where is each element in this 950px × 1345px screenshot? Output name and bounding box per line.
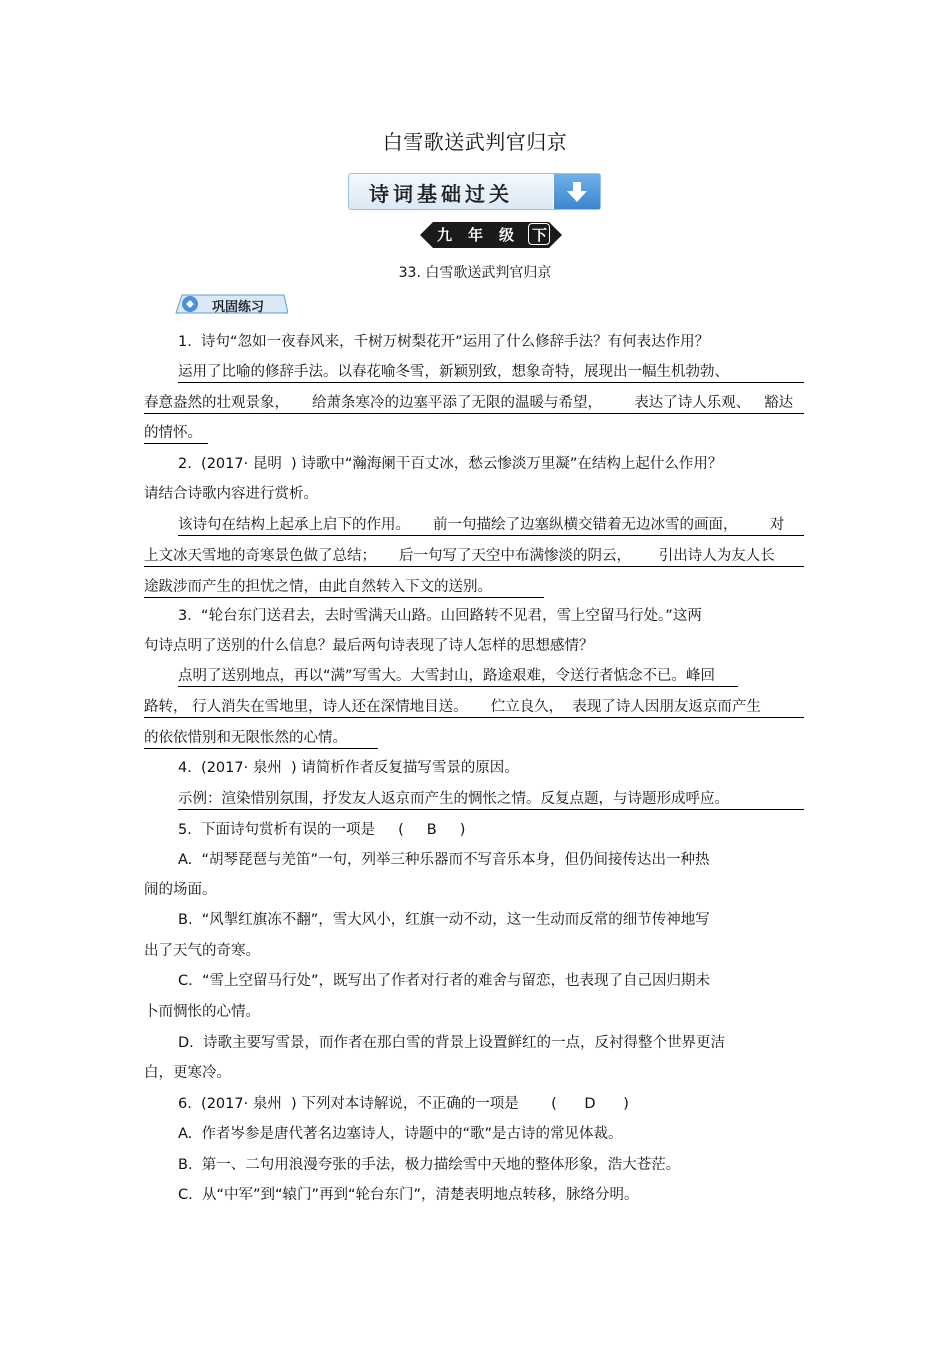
option-b-cont: 出了天气的奇寒。 (144, 943, 260, 959)
banner-label: 诗词基础过关 (369, 182, 513, 206)
answer-line: 的依依惜别和无限怅然的心情。 (144, 728, 378, 749)
option-b: B. “风掣红旗冻不翻”，雪大风小，红旗一动不动，这一生动而反常的细节传神地写 (178, 912, 710, 928)
section-banner (348, 173, 601, 210)
grade-char: 级 (499, 226, 515, 244)
answer-line: 示例：渲染惜别氛围，抒发友人返京而产生的惆怅之情。反复点题，与诗题形成呼应。 (178, 789, 804, 810)
question-3-cont: 句诗点明了送别的什么信息？最后两句诗表现了诗人怎样的思想感情？ (144, 638, 594, 654)
option-a: A. 作者岑参是唐代著名边塞诗人，诗题中的“歌”是古诗的常见体裁。 (178, 1126, 623, 1142)
answer-line: 上文冰天雪地的奇寒景色做了总结； 后一句写了天空中布满惨淡的阴云， 引出诗人为友人长 (144, 546, 804, 567)
answer-line: 路转， 行人消失在雪地里，诗人还在深情地目送。 伫立良久， 表现了诗人因朋友返京而产生 (144, 697, 804, 718)
section-tag-label: 巩固练习 (212, 300, 265, 315)
option-a: A. “胡琴琵琶与羌笛”一句，列举三种乐器而不写音乐本身，但仍间接传达出一种热 (178, 852, 710, 868)
answer-line: 春意盎然的壮观景象， 给萧条寒冷的边塞平添了无限的温暖与希望， 表达了诗人乐观、 豁达 (144, 393, 804, 414)
answer-line: 的情怀。 (144, 423, 208, 444)
grade-badge (420, 222, 562, 248)
grade-char: 下 (532, 226, 548, 244)
grade-char: 九 (437, 226, 453, 244)
option-a-cont: 闹的场面。 (144, 882, 217, 898)
question-5: 5. 下面诗句赏析有误的一项是 ( B ) (178, 822, 466, 838)
down-arrow-icon (553, 174, 600, 209)
question-3: 3. “轮台东门送君去，去时雪满天山路。山回路转不见君，雪上空留马行处。”这两 (178, 608, 702, 624)
option-c: C. “雪上空留马行处”，既写出了作者对行者的难舍与留恋，也表现了自己因归期未 (178, 973, 710, 989)
lesson-heading: 33. 白雪歌送武判官归京 (398, 265, 552, 281)
question-4: 4. (2017· 泉州 ) 请简析作者反复描写雪景的原因。 (178, 760, 519, 776)
question-2-cont: 请结合诗歌内容进行赏析。 (144, 486, 318, 502)
answer-line: 运用了比喻的修辞手法。以春花喻冬雪，新颖别致，想象奇特，展现出一幅生机勃勃、 (178, 362, 804, 383)
option-b: B. 第一、二句用浪漫夸张的手法，极力描绘雪中天地的整体形象，浩大苍茫。 (178, 1157, 681, 1173)
answer-line: 该诗句在结构上起承上启下的作用。 前一句描绘了边塞纵横交错着无边冰雪的画面， 对 (178, 515, 804, 536)
answer-line: 途跋涉而产生的担忧之情，由此自然转入下文的送别。 (144, 577, 544, 598)
option-c: C. 从“中军”到“辕门”再到“轮台东门”，清楚表明地点转移，脉络分明。 (178, 1187, 639, 1203)
question-2: 2. (2017· 昆明 ) 诗歌中“瀚海阑干百丈冰，愁云惨淡万里凝”在结构上起什么作用？ (178, 456, 723, 472)
question-6: 6. (2017· 泉州 ) 下列对本诗解说，不正确的一项是 ( D ) (178, 1096, 629, 1112)
answer-line: 点明了送别地点，再以“满”写雪大。大雪封山，路途艰难，令送行者惦念不已。峰回 (178, 666, 738, 687)
grade-char: 年 (468, 226, 484, 244)
page-title: 白雪歌送武判官归京 (382, 130, 568, 154)
option-d: D. 诗歌主要写雪景，而作者在那白雪的背景上设置鲜红的一点，反衬得整个世界更洁 (178, 1035, 725, 1051)
option-d-cont: 白，更寒冷。 (144, 1065, 231, 1081)
section-tag (172, 292, 288, 316)
option-c-cont: 卜而惆怅的心情。 (144, 1004, 260, 1020)
question-1: 1. 诗句“忽如一夜春风来，千树万树梨花开”运用了什么修辞手法？有何表达作用？ (178, 334, 710, 350)
